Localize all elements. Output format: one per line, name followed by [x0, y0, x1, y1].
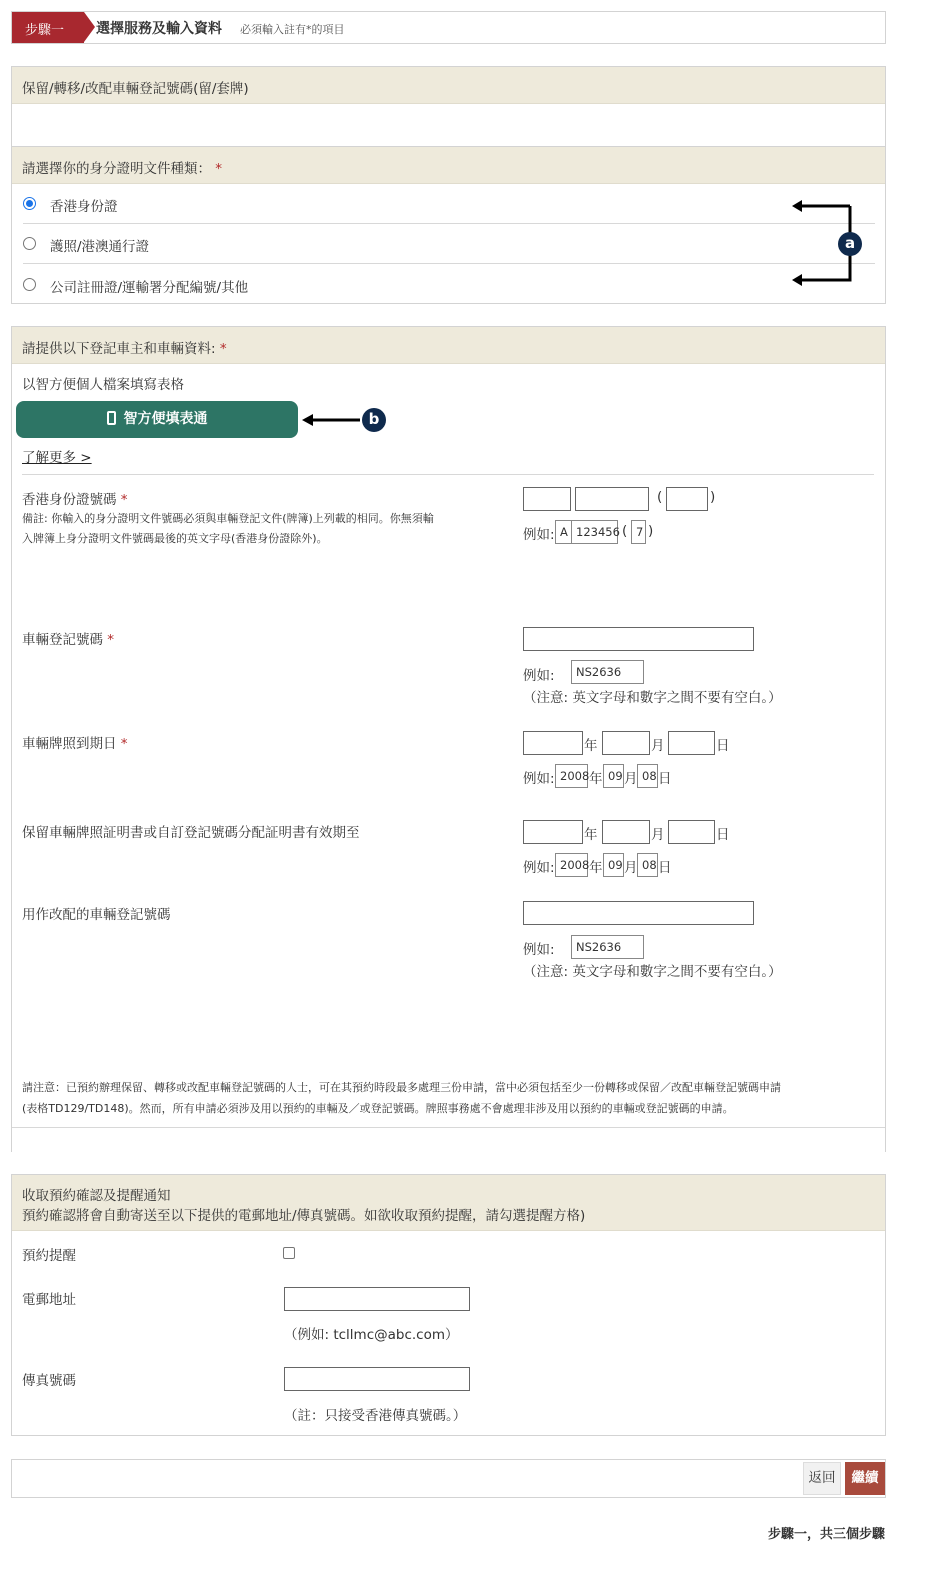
retention-example-day: 08 — [637, 853, 658, 877]
required-mark: * — [215, 161, 223, 177]
service-section — [11, 66, 886, 146]
month-unit: 月 — [651, 738, 665, 754]
expiry-year-input[interactable] — [523, 731, 583, 755]
day-unit: 日 — [716, 827, 730, 843]
step-title: 選擇服務及輸入資料 — [96, 21, 222, 37]
year-unit: 年 — [584, 827, 598, 843]
id-type-title: 請選擇你的身分證明文件種類： * — [22, 161, 223, 177]
reminder-header — [12, 1175, 885, 1231]
option-divider — [23, 263, 875, 264]
smart-intro-text: 以智方便個人檔案填寫表格 — [22, 377, 184, 393]
annotation-marker-a: a — [838, 232, 862, 256]
id-type-section — [11, 146, 886, 304]
month-unit: 月 — [651, 827, 665, 843]
paren-close: ) — [710, 489, 716, 505]
hkid-letter-input[interactable] — [523, 487, 571, 511]
annotation-marker-b: b — [362, 408, 386, 432]
option-divider — [23, 223, 875, 224]
option-company-label: 公司註冊證/運輸署分配編號/其他 — [50, 280, 249, 296]
retention-example-year: 2008 — [555, 853, 588, 877]
retention-label: 保留車輛牌照証明書或自訂登記號碼分配証明書有效期至 — [22, 825, 360, 841]
retention-year-input[interactable] — [523, 820, 583, 844]
assign-example-value: NS2636 — [571, 935, 644, 959]
option-hkid-label: 香港身份證 — [50, 199, 118, 215]
hkid-note-line1: 備註: 你輸入的身分證明文件號碼必須與車輛登記文件(牌簿)上列載的相同。你無須輸 — [22, 512, 434, 525]
reg-example-value: NS2636 — [571, 660, 644, 684]
year-unit: 年 — [584, 738, 598, 754]
expiry-label: 車輛牌照到期日 * — [22, 736, 128, 752]
continue-button-label: 繼續 — [851, 1470, 879, 1486]
service-title: 保留/轉移/改配車輛登記號碼(留/套牌) — [22, 81, 249, 97]
back-button-label: 返回 — [808, 1470, 836, 1486]
reminder-checkbox[interactable] — [283, 1247, 295, 1259]
hkid-example-prefix: 例如: — [523, 527, 555, 543]
expiry-example-month: 09 — [603, 764, 624, 788]
reg-hint: （注意: 英文字母和數字之間不要有空白。） — [523, 690, 782, 706]
email-hint: （例如: tcllmc@abc.com） — [284, 1327, 459, 1343]
paren-close: ) — [648, 523, 654, 539]
hkid-example-letter: A — [555, 520, 572, 544]
required-mark: * — [120, 736, 128, 752]
smart-divider — [22, 474, 874, 475]
service-header — [12, 67, 885, 104]
appointment-notice-line2: (表格TD129/TD148)。然而，所有申請必須涉及用以預約的車輛及／或登記號碼。牌照事務處不會處理非涉及用以預約的車輛或登記號碼的申請。 — [22, 1102, 734, 1115]
expiry-month-input[interactable] — [602, 731, 650, 755]
id-type-header — [12, 147, 885, 184]
step-indicator: 步驟一，共三個步驟 — [767, 1527, 885, 1542]
annotation-b-arrow — [300, 410, 362, 430]
fax-hint: （註：只接受香港傳真號碼。） — [284, 1408, 467, 1424]
assign-hint: （注意: 英文字母和數字之間不要有空白。） — [523, 964, 782, 980]
reg-mark-label: 車輛登記號碼 * — [22, 632, 115, 648]
fax-label: 傳真號碼 — [22, 1373, 76, 1389]
reminder-title: 收取預約確認及提醒通知 — [22, 1188, 171, 1204]
year-unit: 年 — [589, 860, 603, 876]
retention-day-input[interactable] — [668, 820, 715, 844]
required-mark: * — [120, 492, 128, 508]
hkid-example-digits: 123456 — [571, 520, 618, 544]
back-button[interactable] — [803, 1462, 841, 1495]
day-unit: 日 — [658, 860, 672, 876]
radio-company[interactable] — [23, 278, 36, 291]
expiry-example-year: 2008 — [555, 764, 588, 788]
hkid-note-line2: 入牌簿上身分證明文件號碼最後的英文字母(香港身份證除外)。 — [22, 532, 328, 545]
day-unit: 日 — [716, 738, 730, 754]
owner-title: 請提供以下登記車主和車輛資料: * — [22, 341, 227, 357]
step-required-note: 必須輸入註有*的項目 — [240, 23, 345, 36]
required-mark: * — [107, 632, 115, 648]
retention-month-input[interactable] — [602, 820, 650, 844]
radio-passport[interactable] — [23, 237, 36, 250]
owner-section — [11, 326, 886, 1152]
owner-header — [12, 327, 885, 364]
year-unit: 年 — [589, 771, 603, 787]
step-badge-label: 步驟一 — [25, 23, 65, 38]
reg-example-prefix: 例如: — [523, 668, 555, 684]
email-input[interactable] — [284, 1287, 470, 1311]
email-label: 電郵地址 — [22, 1292, 76, 1308]
assign-mark-input[interactable] — [523, 901, 754, 925]
reminder-description: 預約確認將會自動寄送至以下提供的電郵地址/傳真號碼。如欲收取預約提醒，請勾選提醒方格) — [22, 1208, 586, 1224]
hand-phone-icon — [107, 411, 116, 425]
day-unit: 日 — [658, 771, 672, 787]
paren-open: ( — [622, 523, 628, 539]
month-unit: 月 — [624, 860, 638, 876]
hkid-example-check: 7 — [631, 520, 646, 544]
paren-open: ( — [657, 489, 663, 505]
required-mark: * — [219, 341, 227, 357]
action-bar — [11, 1459, 886, 1498]
section-bottom-line — [12, 1127, 885, 1128]
appointment-notice-line1: 請注意：已預約辦理保留、轉移或改配車輛登記號碼的人士，可在其預約時段最多處理三份申請，當中必須包括至少一份轉移或保留／改配車輛登記號碼申請 — [22, 1081, 781, 1094]
expiry-day-input[interactable] — [668, 731, 715, 755]
smart-fill-button-label: 智方便填表通 — [123, 411, 208, 427]
hkid-check-digit-input[interactable] — [666, 487, 708, 511]
hkid-digits-input[interactable] — [575, 487, 649, 511]
retention-example-month: 09 — [603, 853, 624, 877]
step-badge-arrow — [84, 12, 95, 42]
fax-input[interactable] — [284, 1367, 470, 1391]
reg-mark-input[interactable] — [523, 627, 754, 651]
expiry-example-day: 08 — [637, 764, 658, 788]
smart-fill-button[interactable] — [16, 401, 298, 438]
reminder-checkbox-label: 預約提醒 — [22, 1248, 76, 1264]
radio-hkid[interactable] — [23, 197, 36, 210]
month-unit: 月 — [624, 771, 638, 787]
option-passport-label: 護照/港澳通行證 — [50, 239, 150, 255]
hkid-label: 香港身份證號碼 * — [22, 492, 128, 508]
step-header — [11, 11, 886, 44]
expiry-example-prefix: 例如: — [523, 771, 555, 787]
retention-example-prefix: 例如: — [523, 860, 555, 876]
assign-mark-label: 用作改配的車輛登記號碼 — [22, 907, 171, 923]
continue-button[interactable] — [845, 1462, 885, 1495]
learn-more-link[interactable]: 了解更多 > — [22, 450, 92, 466]
assign-example-prefix: 例如: — [523, 942, 555, 958]
